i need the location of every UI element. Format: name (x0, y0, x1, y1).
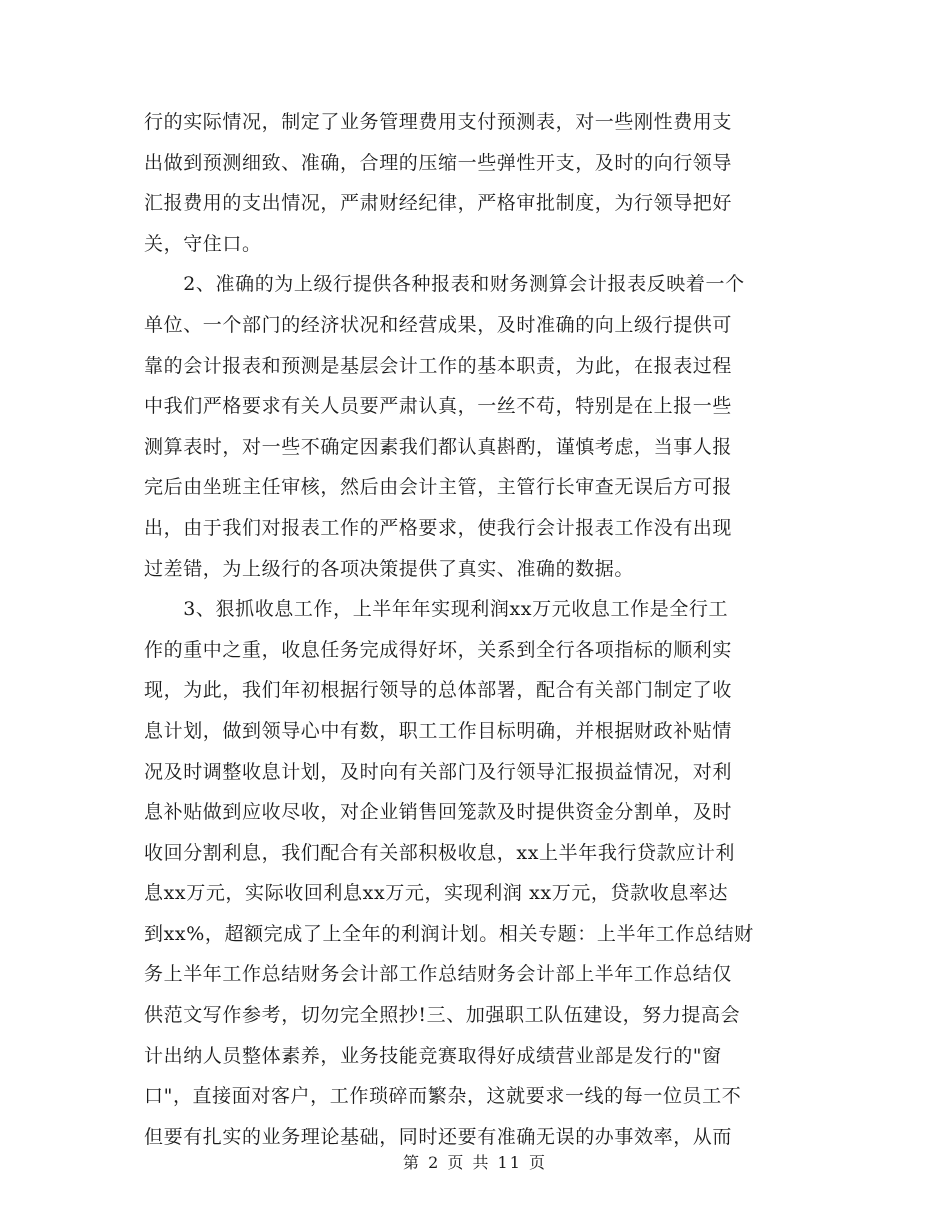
text-line: 汇报费用的支出情况，严肃财经纪律，严格审批制度，为行领导把好 (144, 192, 733, 215)
text-line: 3、狠抓收息工作，上半年年实现利润xx万元收息工作是全行工 (144, 598, 729, 621)
text-line: 测算表时，对一些不确定因素我们都认真斟酌，谨慎考虑，当事人报 (144, 435, 733, 458)
text-line: 出做到预测细致、准确，合理的压缩一些弹性开支，及时的向行领导 (144, 151, 733, 174)
text-line: 但要有扎实的业务理论基础，同时还要有准确无误的办事效率，从而 (144, 1125, 733, 1148)
text-line: 收回分割利息，我们配合有关部积极收息，xx上半年我行贷款应计利 (144, 841, 736, 864)
text-line: 关，守住口。 (144, 232, 262, 255)
document-body (144, 102, 810, 1157)
text-line: 计出纳人员整体素养，业务技能竞赛取得好成绩营业部是发行的"窗 (144, 1044, 722, 1067)
text-line: 现，为此，我们年初根据行领导的总体部署，配合有关部门制定了收 (144, 679, 733, 702)
paragraph-3 (144, 589, 810, 1157)
text-line: 作的重中之重，收息任务完成得好坏，关系到全行各项指标的顺利实 (144, 638, 733, 661)
text-line: 中我们严格要求有关人员要严肃认真，一丝不苟，特别是在上报一些 (144, 395, 733, 418)
text-line: 口"，直接面对客户，工作琐碎而繁杂，这就要求一线的每一位员工不 (144, 1085, 742, 1108)
text-line: 出，由于我们对报表工作的严格要求，使我行会计报表工作没有出现 (144, 516, 733, 539)
text-line: 息xx万元，实际收回利息xx万元，实现利润 xx万元，贷款收息率达 (144, 882, 729, 905)
text-line: 息计划，做到领导心中有数，职工工作目标明确，并根据财政补贴情 (144, 719, 733, 742)
text-line: 单位、一个部门的经济状况和经营成果，及时准确的向上级行提供可 (144, 313, 733, 336)
paragraph-1 (144, 102, 810, 264)
page-number-footer: 第 2 页 共 11 页 (403, 1153, 547, 1172)
text-line: 行的实际情况，制定了业务管理费用支付预测表，对一些刚性费用支 (144, 111, 733, 133)
text-line: 到xx%，超额完成了上全年的利润计划。相关专题：上半年工作总结财 (144, 922, 754, 945)
text-line: 靠的会计报表和预测是基层会计工作的基本职责，为此，在报表过程 (144, 354, 733, 377)
text-line: 2、准确的为上级行提供各种报表和财务测算会计报表反映着一个 (144, 273, 745, 296)
text-line: 过差错，为上级行的各项决策提供了真实、准确的数据。 (144, 557, 635, 580)
text-line: 供范文写作参考，切勿完全照抄!三、加强职工队伍建设，努力提高会 (144, 1004, 741, 1027)
text-line: 息补贴做到应收尽收，对企业销售回笼款及时提供资金分割单，及时 (144, 801, 733, 824)
text-line: 况及时调整收息计划，及时向有关部门及行领导汇报损益情况，对利 (144, 760, 733, 783)
text-line: 务上半年工作总结财务会计部工作总结财务会计部上半年工作总结仅 (144, 963, 733, 986)
text-line: 完后由坐班主任审核，然后由会计主管，主管行长审查无误后方可报 (144, 476, 733, 499)
paragraph-2 (144, 264, 810, 589)
